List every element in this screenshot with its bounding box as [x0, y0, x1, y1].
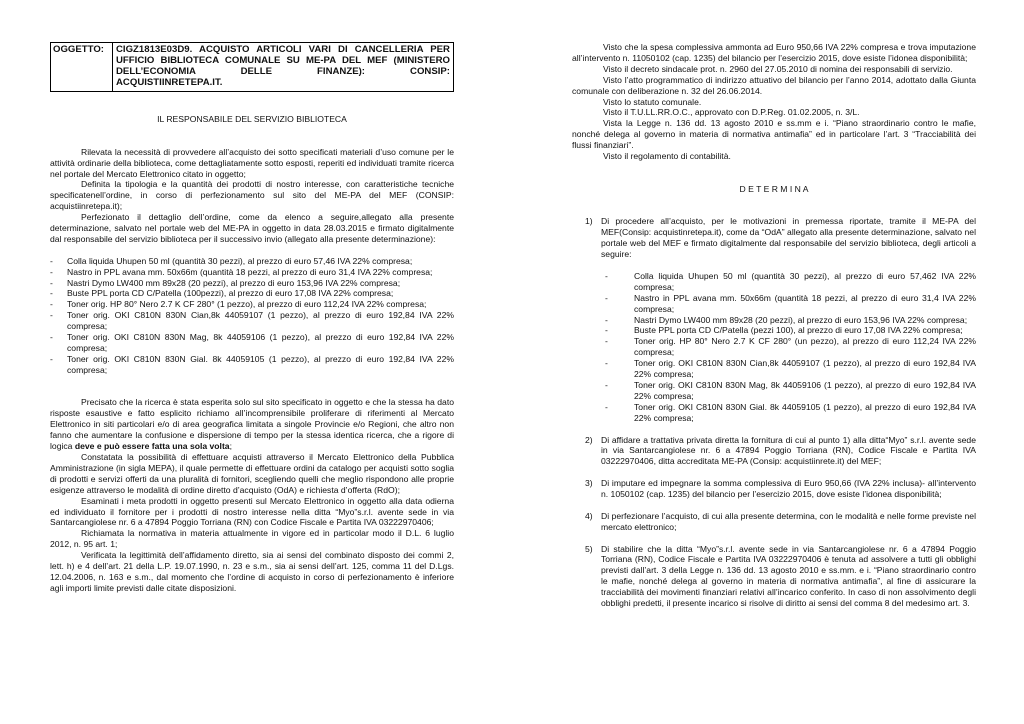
- decision-text: Di imputare ed impegnare la somma complessiva di Euro 950,66 (IVA 22% inclusa)- all’intervento n. 1050102 (cap. 1235) del bilancio per l’esercizio 2015, dove esiste l’idonea disponibilità;: [601, 478, 976, 500]
- paragraph-text: ;: [229, 441, 232, 452]
- subject-line: UFFICIO BIBLIOTECA COMUNALE SU ME-PA DEL MEF (MINISTERO: [116, 55, 450, 66]
- decision-item: [572, 216, 976, 423]
- list-item: - Toner orig. HP 80° Nero 2.7 K CF 280° (un pezzo), al prezzo di euro 112,24 IVA 22% compresa;: [605, 336, 976, 358]
- item-number: 4): [585, 510, 593, 521]
- paragraph: Visto il T.U.LL.RR.O.C., approvato con D.P.Reg. 01.02.2005, n. 3/L.: [603, 107, 860, 118]
- paragraph: Visto che la spesa complessiva ammonta ad Euro 950,66 IVA 22% compresa e trova imputazione all’intervento n. 11050102 (cap. 1235) del bilancio per l’esercizio 2015, dove esiste l’idonea disponibilità;: [572, 42, 976, 63]
- role-title: IL RESPONSABILE DEL SERVIZIO BIBLIOTECA: [157, 114, 347, 124]
- paragraph: Visto l’atto programmatico di indirizzo attuativo del bilancio per l’anno 2014, adottato dalla Giunta comunale con deliberazione n. 32 del 26.06.2014.: [572, 74, 976, 96]
- list-item: - Colla liquida Uhupen 50 ml (quantità 30 pezzi), al prezzo di euro 57,462 IVA 22% compresa;: [605, 271, 976, 293]
- paragraph: Constatata la possibilità di effettuare acquisti attraverso il Mercato Elettronico della Pubblica Amministrazione (in sigla MEPA), il quale permette di effettuare ordini da catalogo per acquisti sotto soglia di prodotti e servizi offerti da una pluralità di fornitori, scegliendo quelli che meglio rispondono alle proprie esigenze attraverso le modalità di ordine diretto d’acquisto (OdA) e richiesta d’offerta (RdO);: [50, 452, 454, 495]
- decision-item: [572, 511, 976, 533]
- subject-text: [113, 43, 453, 91]
- list-item: - Toner orig. HP 80° Nero 2.7 K CF 280° (1 pezzo), al prezzo di euro 112,24 IVA 22% compresa;: [50, 299, 454, 310]
- paragraph: Perfezionato il dettaglio dell’ordine, come da elenco a seguire,allegato alla presente determinazione, salvato nel portale web del ME-PA in oggetto in data 28.03.2015 e firmato digitalmente dal responsabile del servizio biblioteca per il successivo invio (allegato alla presente determinazione):: [50, 212, 454, 244]
- list-item: - Toner orig. OKI C810N 830N Gial. 8k 44059105 (1 pezzo), al prezzo di euro 192,84 IVA 22% compresa;: [50, 354, 454, 376]
- decision-text: Di perfezionare l’acquisto, di cui alla presente determina, con le modalità e nelle forme previste nel mercato elettronico;: [601, 510, 976, 532]
- paragraph: Richiamata la normativa in materia attualmente in vigore ed in particolar modo il D.L. 6 luglio 2012, n. 95 art. 1;: [50, 528, 454, 550]
- decision-text: Di procedere all’acquisto, per le motivazioni in premessa riportate, tramite il ME-PA del MEF(Consip: acquistinretepa.it), come da “OdA” allegato alla presente determinazione, salvato nel portale web del MEF e firmato digitalmente dal responsabile del servizio biblioteca, degli articoli a seguire:: [601, 216, 976, 260]
- paragraph: Visto lo statuto comunale.: [603, 96, 702, 107]
- paragraph: Visto il regolamento di contabilità.: [603, 151, 731, 162]
- list-item: - Toner orig. OKI C810N 830N Mag, 8k 44059106 (1 pezzo), al prezzo di euro 192,84 IVA 22% compresa;: [605, 380, 976, 402]
- paragraph: Vista la Legge n. 136 dd. 13 agosto 2010 e ss.mm e i. “Piano straordinario contro le mafie, nonché delega al governo in materia di normativa antimafia” ed in particolare l’art. 3 “Tracciabilità dei flussi finanziari”.: [572, 118, 976, 151]
- list-item: - Nastri Dymo LW400 mm 89x28 (20 pezzi), al prezzo di euro 153,96 IVA 22% compresa;: [50, 278, 454, 289]
- paragraph: Esaminati i meta prodotti in oggetto presenti sul Mercato Elettronico in oggetto alla data odierna ed individuato il fornitore per i prodotti di nostro interesse nella ditta “Myo”s.r.l. avente sede in via Santarcangiolese nr. 6 a 47894 Poggio Torriana (RN) con Codice Fiscale e Partita IVA 03222970406;: [50, 495, 454, 528]
- items-list: [50, 256, 454, 376]
- items-list: [605, 271, 976, 424]
- subject-line: DELL’ECONOMIA DELLE FINANZE): CONSIP:: [116, 66, 450, 77]
- decision-item: [572, 544, 976, 609]
- paragraph: Definita la tipologia e la quantità dei prodotti di nostro interesse, con caratteristiche tecniche specificatenell’ordine, in corso di perfezionamento sul sito del ME-PA del MEF (CONSIP: acquistiinretepa.it);: [50, 179, 454, 212]
- subject-line: CIGZ1813E03D9. ACQUISTO ARTICOLI VARI DI CANCELLERIA PER: [116, 44, 450, 55]
- left-column: [50, 114, 454, 594]
- bold-phrase: deve e può essere fatta una sola volta: [74, 441, 230, 452]
- item-number: 5): [585, 543, 593, 554]
- determina-heading: D E T E R M I N A: [739, 183, 809, 194]
- item-number: 1): [585, 216, 593, 227]
- decision-list: [572, 216, 976, 609]
- paragraph: Visto il decreto sindacale prot. n. 2960 del 27.05.2010 di nomina dei responsabili di servizio.: [603, 63, 953, 74]
- paragraph: [50, 397, 454, 452]
- list-item: - Toner orig. OKI C810N 830N Cian,8k 44059107 (1 pezzo), al prezzo di euro 192,84 IVA 22% compresa;: [50, 310, 454, 332]
- paragraph: Verificata la legittimità dell’affidamento diretto, sia ai sensi del combinato disposto dei commi 2, lett. h) e 4 dell’art. 21 della L.P. 19.07.1990, n. 23 e s.m., sia ai sensi dell’art. 125, comma 11 del D.Lgs. 12.04.2006, n. 163 e s.m., dal momento che l’ordine di acquisto in corso di perfezionamento è inferiore agli importi limite previsti dalle citate disposizioni.: [50, 550, 454, 593]
- list-item: - Colla liquida Uhupen 50 ml (quantità 30 pezzi), al prezzo di euro 57,46 IVA 22% compresa;: [50, 256, 454, 267]
- item-number: 3): [585, 478, 593, 489]
- subject-box: [50, 42, 454, 92]
- list-item: - Nastri Dymo LW400 mm 89x28 (20 pezzi), al prezzo di euro 153,96 IVA 22% compresa;: [605, 315, 976, 326]
- decision-item: [572, 478, 976, 500]
- list-item: - Nastro in PPL avana mm. 50x66m (quantità 18 pezzi, al prezzo di euro 31,4 IVA 22% compresa;: [50, 267, 454, 278]
- list-item: - Buste PPL porta CD C/Patella (100pezzi), al prezzo di euro 17,08 IVA 22% compresa;: [50, 288, 454, 299]
- item-number: 2): [585, 434, 593, 445]
- list-item: - Toner orig. OKI C810N 830N Mag, 8k 44059106 (1 pezzo), al prezzo di euro 192,84 IVA 22% compresa;: [50, 332, 454, 354]
- list-item: - Toner orig. OKI C810N 830N Cian,8k 44059107 (1 pezzo), al prezzo di euro 192,84 IVA 22% compresa;: [605, 358, 976, 380]
- list-item: - Toner orig. OKI C810N 830N Gial. 8k 44059105 (1 pezzo), al prezzo di euro 192,84 IVA 22% compresa;: [605, 402, 976, 424]
- paragraph-text: Precisato che la ricerca è stata esperita solo sul sito specificato in oggetto e che la stessa ha dato risposte esaustive e fatto esplicito richiamo all’incomprensibile proliferare di riferimenti al Mercato Elettronico in siti particolari e/o di area geografica limitata a singole Provincie e/o Regioni, che altro non fanno che aumentare la confusione e dispersione di tempo per la stessa identica ricerca, che a rigore di logica: [50, 397, 454, 452]
- list-item: - Nastro in PPL avana mm. 50x66m (quantità 18 pezzi, al prezzo di euro 31,4 IVA 22% compresa;: [605, 293, 976, 315]
- decision-text: Di affidare a trattativa privata diretta la fornitura di cui al punto 1) alla ditta“Myo” s.r.l. avente sede in via Santarcangiolese nr. 6 a 47894 Poggio Torriana (RN), Codice Fiscale e Partita IVA 03222970406, ditta accreditata ME-PA (Consip: acquistiinrete.it) del MEF;: [601, 434, 976, 467]
- list-item: - Buste PPL porta CD C/Patella (pezzi 100), al prezzo di euro 17,08 IVA 22% compresa;: [605, 325, 976, 336]
- subject-line: ACQUISTIINRETEPA.IT.: [116, 77, 223, 88]
- right-column: [572, 42, 976, 609]
- paragraph: Rilevata la necessità di provvedere all’acquisto dei sotto specificati materiali d’uso comune per le attività ordinarie della biblioteca, come dettagliatamente sotto esposti, reperiti ed individuati tramite ricerca nel portale del Mercato Elettronico citato in oggetto;: [50, 146, 454, 179]
- subject-label: OGGETTO:: [51, 43, 113, 91]
- decision-text: Di stabilire che la ditta “Myo”s.r.l. avente sede in via Santarcangiolese nr. 6 a 47894 Poggio Torriana (RN), Codice Fiscale e Partita IVA 03222970406 è tenuta ad assolvere a tutti gli obblighi previsti dall’art. 3 della Legge n. 136 dd. 13 agosto 2010 e ss.mm. e i. “Piano straordinario contro le mafie, nonché delega al governo in materia di normativa antimafia”, al fine di assicurare la tracciabilità dei movimenti finanziari relativi all’incarico conferito. In caso di non assolvimento degli obblighi predetti, il presente incarico si risolve di diritto ai sensi del comma 8 del medesimo art. 3.: [601, 543, 976, 609]
- decision-item: [572, 435, 976, 468]
